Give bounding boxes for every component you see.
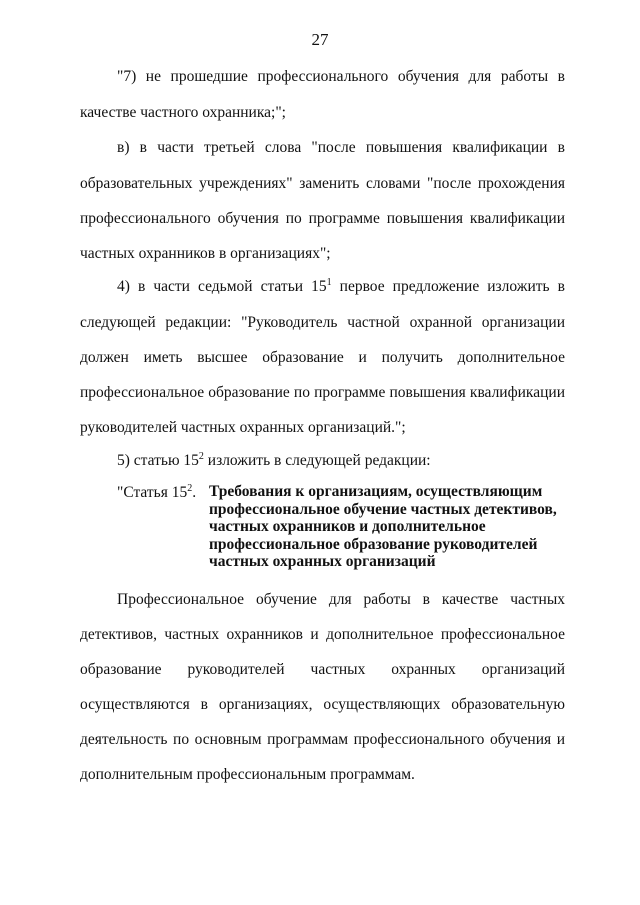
article-label-a: "Статья 15 [117,484,188,501]
article-title-line-3: частных охранников и дополнительное [209,518,486,535]
para-4-line-1-a: 4) в части седьмой статьи 15 [117,278,327,295]
para-4-line-5: руководителей частных охранных организаций."; [80,419,406,436]
article-title-line-5: частных охранных организаций [209,553,436,570]
body-line-2: детективов, частных охранников и дополнительное профессиональное [80,626,565,643]
para-7-line-2: качестве частного охранника;"; [80,104,286,121]
article-label-b: . [192,484,197,501]
article-title-line-2: профессиональное обучение частных детективов, [209,500,557,518]
para-v-line-2: образовательных учреждениях" заменить словами "после прохождения [80,175,565,192]
article-title-line-1: Требования к организациям, осуществляющим [209,483,543,500]
para-v-line-4: частных охранников в организациях"; [80,245,331,262]
para-4-line-1 [117,277,565,297]
para-5-a: 5) статью 15 [117,452,199,469]
para-5-sup: 2 [198,451,204,462]
para-5-b: изложить в следующей редакции: [203,452,431,469]
para-4-sup: 1 [326,277,332,288]
para-v-line-1: в) в части третьей слова "после повышения квалификации в [117,139,565,156]
para-4-line-1-b: первое предложение изложить в [331,278,565,295]
body-line-6: дополнительным профессиональным программам. [80,766,415,783]
body-line-4: осуществляются в организациях, осуществляющих образовательную [80,696,565,713]
article-title [209,483,569,571]
para-v-line-3: профессионального обучения по программе повышения квалификации [80,210,565,227]
article-title-line-4: профессиональное образование руководителей [209,535,538,553]
para-4-line-4: профессиональное образование по программе повышения квалификации [80,384,565,401]
body-line-3: образование руководителей частных охранных организаций [80,661,565,678]
page-number: 27 [311,30,329,49]
body-line-5: деятельность по основным программам профессионального обучения и [80,731,565,748]
para-4-line-3: должен иметь высшее образование и получить дополнительное [80,349,565,366]
para-7-line-1: "7) не прошедшие профессионального обучения для работы в [117,68,565,85]
article-label-sup: 2 [187,483,193,494]
para-5-line [117,451,431,471]
body-line-1: Профессиональное обучение для работы в качестве частных [117,591,565,608]
para-4-line-2: следующей редакции: "Руководитель частной охранной организации [80,314,565,331]
article-label [117,483,196,503]
